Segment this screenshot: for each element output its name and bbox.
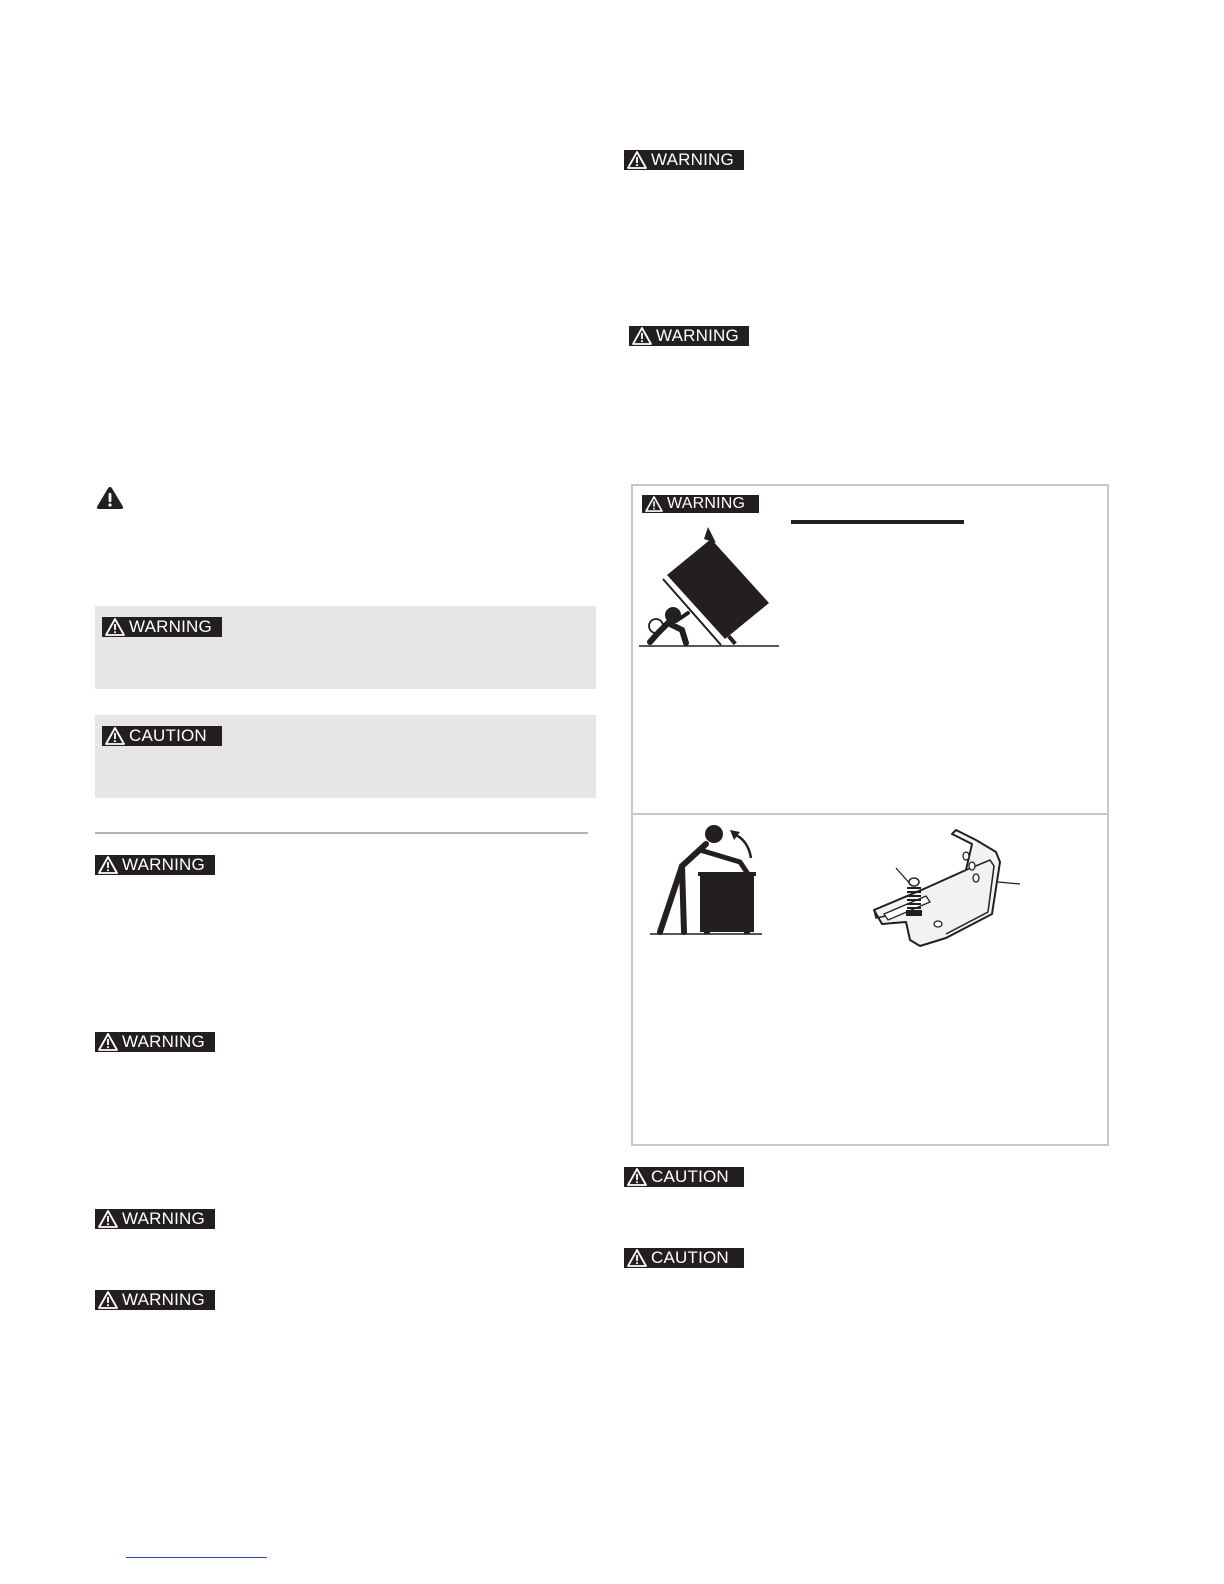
- caution-label: [102, 726, 222, 746]
- safety-alert-icon: [96, 486, 124, 510]
- warning-label: [95, 1209, 215, 1229]
- person-checking-range-illustration: [648, 822, 764, 938]
- warning-label: [629, 326, 749, 346]
- caution-label-text: CAUTION: [129, 726, 207, 745]
- warning-triangle-icon: [627, 1249, 647, 1267]
- warning-label-text: WARNING: [122, 1032, 205, 1051]
- warning-label-text: WARNING: [651, 150, 734, 169]
- warning-triangle-icon: [98, 1033, 118, 1051]
- warning-triangle-icon: [105, 727, 125, 745]
- warning-triangle-icon: [627, 151, 647, 169]
- warning-label-text: WARNING: [122, 1209, 205, 1228]
- warning-label: [95, 855, 215, 875]
- caution-label-text: CAUTION: [651, 1167, 729, 1186]
- warning-label-text: WARNING: [122, 1290, 205, 1309]
- tip-over-heading-rule: [791, 520, 964, 524]
- warning-triangle-icon: [105, 618, 125, 636]
- warning-label: [642, 495, 759, 513]
- range-tip-over-illustration: [638, 527, 780, 649]
- warning-label-text: WARNING: [667, 495, 746, 512]
- caution-label: [624, 1167, 744, 1187]
- warning-triangle-icon: [98, 1291, 118, 1309]
- warning-triangle-icon: [632, 327, 652, 345]
- warning-triangle-icon: [627, 1168, 647, 1186]
- caution-label-text: CAUTION: [651, 1248, 729, 1267]
- warning-label: [624, 150, 744, 170]
- section-divider: [95, 832, 588, 834]
- warning-label: [95, 1290, 215, 1310]
- warning-label: [95, 1032, 215, 1052]
- anti-tip-bracket-illustration: [862, 826, 1022, 950]
- warning-label: [102, 617, 222, 637]
- warning-label-text: WARNING: [656, 326, 739, 345]
- warning-triangle-icon: [645, 496, 663, 512]
- warning-triangle-icon: [98, 856, 118, 874]
- caution-label: [624, 1248, 744, 1268]
- warning-label-text: WARNING: [129, 617, 212, 636]
- warning-triangle-icon: [98, 1210, 118, 1228]
- footer-link[interactable]: [126, 1557, 267, 1558]
- warning-label-text: WARNING: [122, 855, 205, 874]
